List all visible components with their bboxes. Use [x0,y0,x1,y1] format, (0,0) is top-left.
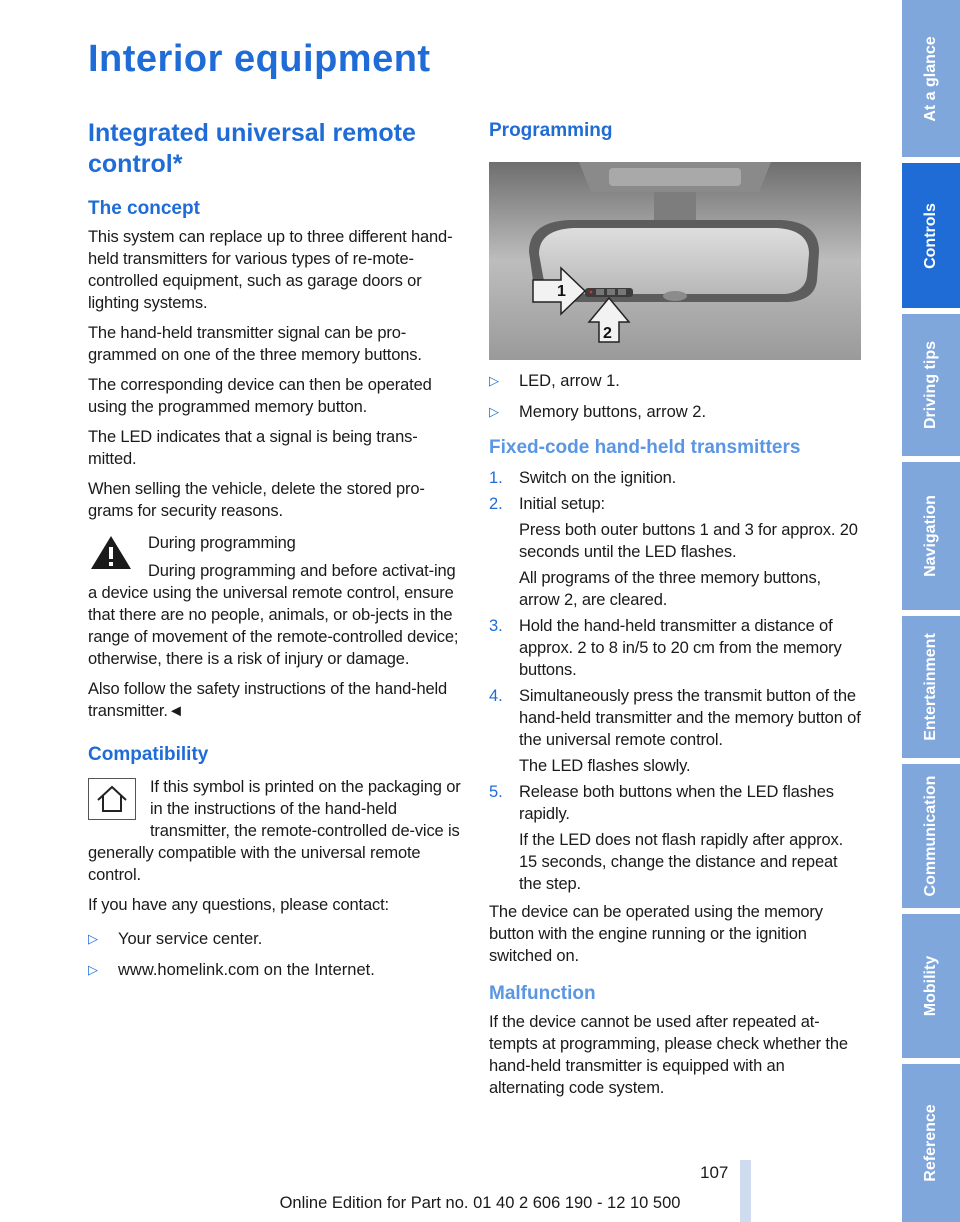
page-number: 107 [700,1163,729,1182]
warning-title: During programming [148,534,296,552]
triangle-bullet-icon: ▷ [489,373,499,388]
compatibility-text: If this symbol is printed on the packaging or in the instructions of the hand-held transmitter, the remote-controlled de-vice is generally compatible with the universal remote control. [88,778,461,884]
compatibility-block [88,776,463,886]
malfunction-heading: Malfunction [489,983,596,1004]
tab-reference[interactable]: Reference [902,1064,960,1222]
concept-heading: The concept [88,198,200,219]
concept-paragraph: When selling the vehicle, delete the stored pro-grams for security reasons. [88,480,425,520]
list-item: ▷ Your service center. [88,930,263,948]
programming-steps [489,467,861,895]
left-column [88,118,463,990]
contact-list [88,928,463,981]
warning-triangle-icon [88,532,134,572]
concept-paragraph: The LED indicates that a signal is being trans-mitted. [88,428,418,468]
arrow-label-2: 2 [603,325,612,342]
step-item: 5. Release both buttons when the LED flashes rapidly. If the LED does not flash rapidly after approx. 15 seconds, change the distance and repeat the step. [489,783,844,893]
triangle-bullet-icon: ▷ [489,404,499,419]
list-item: ▷ LED, arrow 1. [489,372,620,390]
concept-paragraph: The hand-held transmitter signal can be pro-grammed on one of the three memory buttons. [88,324,422,364]
tab-controls[interactable]: Controls [902,163,960,308]
arrow-label-1: 1 [557,283,566,300]
tab-entertainment[interactable]: Entertainment [902,616,960,758]
mirror-photo [489,162,861,360]
list-item: ▷ Memory buttons, arrow 2. [489,403,707,421]
chapter-sidebar [902,0,960,1222]
right-column [489,118,861,1107]
tab-driving-tips[interactable]: Driving tips [902,314,960,456]
warning-notice [88,532,463,670]
tab-navigation[interactable]: Navigation [902,462,960,610]
list-item: ▷ www.homelink.com on the Internet. [88,961,375,979]
tab-at-a-glance[interactable]: At a glance [902,0,960,157]
tab-mobility[interactable]: Mobility [902,914,960,1058]
warning-follow: Also follow the safety instructions of the hand-held transmitter.◄ [88,680,448,720]
closing-text: The device can be operated using the memory button with the engine running or the ignition switched on. [489,903,823,965]
fixed-code-heading: Fixed-code hand-held transmitters [489,437,801,458]
concept-paragraph: The corresponding device can then be operated using the programmed memory button. [88,376,432,416]
page-title: Interior equipment [88,38,431,80]
concept-paragraph: This system can replace up to three different hand-held transmitters for various types of re-mote-controlled equipment, such as garage doors or lighting systems. [88,228,453,312]
contact-text: If you have any questions, please contact: [88,896,389,914]
step-item: 2. Initial setup: Press both outer buttons 1 and 3 for approx. 20 seconds until the LED flashes. All programs of the three memory buttons, arrow 2, are cleared. [489,495,858,609]
step-item: 3. Hold the hand-held transmitter a distance of approx. 2 to 8 in/5 to 20 cm from the memory buttons. [489,617,842,679]
triangle-bullet-icon: ▷ [88,931,98,946]
step-item: 4. Simultaneously press the transmit button of the hand-held transmitter and the memory button of the universal remote control. The LED flashes slowly. [489,687,861,775]
footer-text: Online Edition for Part no. 01 40 2 606 190 - 12 10 500 [279,1194,681,1212]
tab-communication[interactable]: Communication [902,764,960,908]
section-title: Integrated universal remote control* [88,119,416,178]
homelink-house-icon [88,778,136,820]
malfunction-text: If the device cannot be used after repeated at-tempts at programming, please check whether the hand-held transmitter is equipped with an alternating code system. [489,1013,848,1097]
programming-heading: Programming [489,120,613,141]
step-item: 1. Switch on the ignition. [489,469,677,487]
photo-legend [489,370,861,423]
compatibility-heading: Compatibility [88,744,209,765]
warning-text: During programming and before activat-ing a device using the universal remote control, ensure that there are no people, animals, or ob-jects in the range of movement of the remote-controlled device; otherwise, there is a risk of injury or damage. [88,562,459,668]
triangle-bullet-icon: ▷ [88,962,98,977]
